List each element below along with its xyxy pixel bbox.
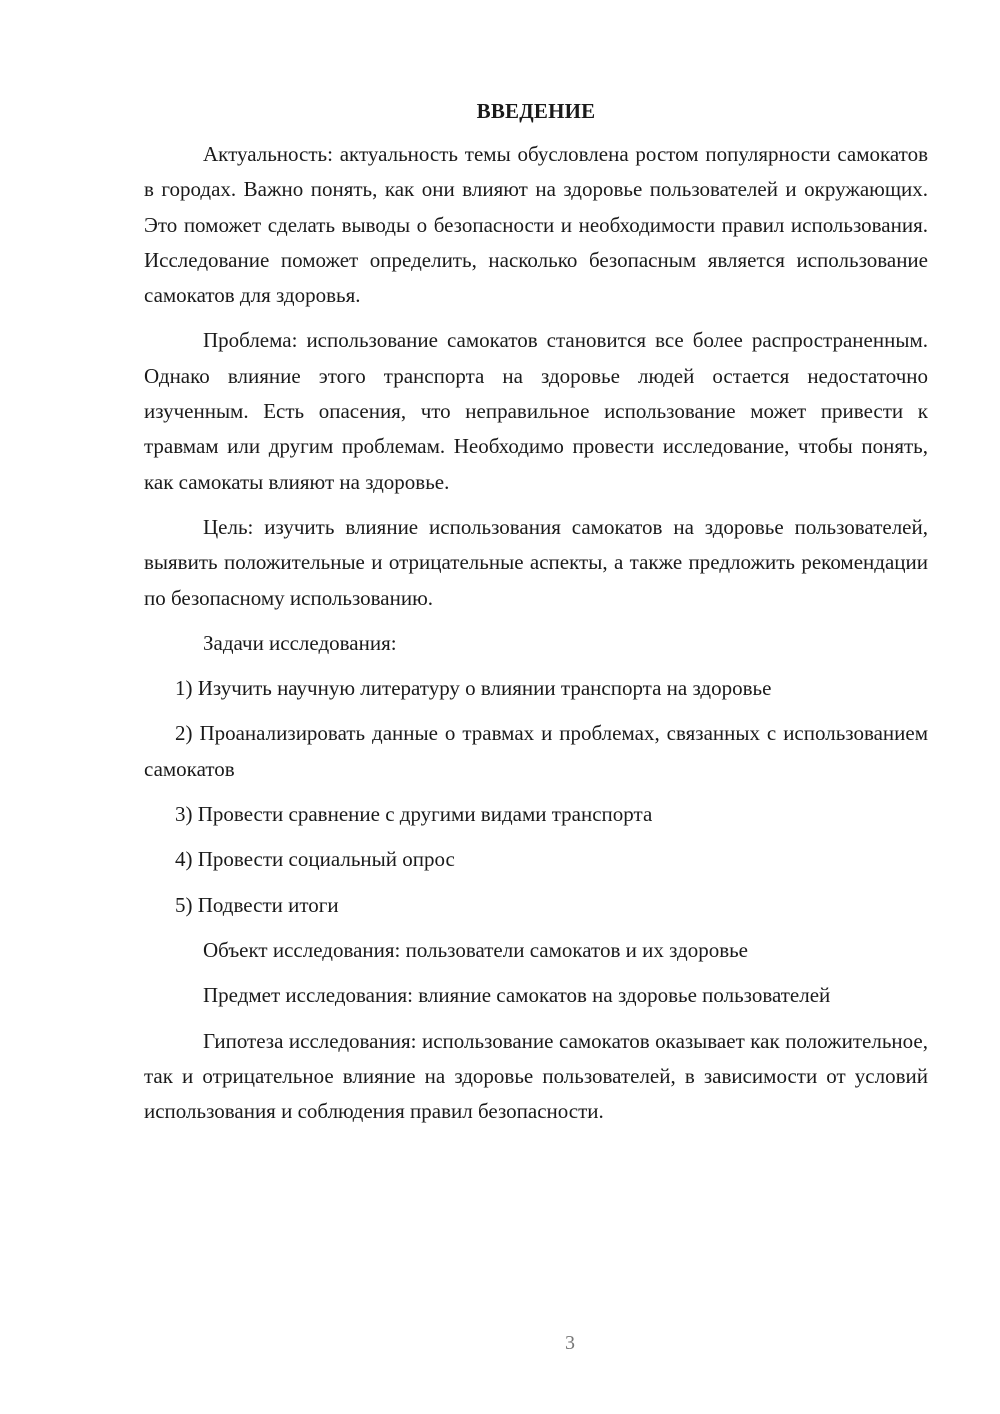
page-number: 3 [565, 1332, 575, 1354]
paragraph-subject: Предмет исследования: влияние самокатов на здоровье пользователей [203, 983, 831, 1008]
task-item-1: 1) Изучить научную литературу о влиянии транспорта на здоровье [175, 676, 772, 701]
task-item-4: 4) Провести социальный опрос [175, 847, 455, 872]
section-title: ВВЕДЕНИЕ [476, 99, 596, 123]
tasks-heading: Задачи исследования: [203, 630, 397, 655]
paragraph-relevance: Актуальность: актуальность темы обусловлена ростом популярности самокатов в городах. Важно понять, как они влияют на здоровье пользователей и окружающих. Это поможет сделать выводы о безопасности и необходимости правил использования. Исследование поможет определить, насколько безопасным является использование самокатов для здоровья. [144, 142, 928, 308]
paragraph-goal: Цель: изучить влияние использования самокатов на здоровье пользователей, выявить положительные и отрицательные аспекты, а также предложить рекомендации по безопасному использованию. [144, 514, 928, 610]
task-item-2: 2) Проанализировать данные о травмах и проблемах, связанных с использованием самокатов [144, 721, 928, 781]
paragraph-object: Объект исследования: пользователи самокатов и их здоровье [203, 937, 749, 962]
page-content [144, 96, 928, 1129]
task-item-5: 5) Подвести итоги [175, 892, 339, 917]
paragraph-problem: Проблема: использование самокатов становится все более распространенным. Однако влияние этого транспорта на здоровье людей остается недостаточно изученным. Есть опасения, что неправильное использование может привести к травмам или другим проблемам. Необходимо провести исследование, чтобы понять, как самокаты влияют на здоровье. [144, 328, 928, 494]
paragraph-hypothesis: Гипотеза исследования: использование самокатов оказывает как положительное, так и отрицательное влияние на здоровье пользователей, в зависимости от условий использования и соблюдения правил безопасности. [144, 1028, 928, 1124]
task-item-3: 3) Провести сравнение с другими видами транспорта [175, 802, 653, 827]
